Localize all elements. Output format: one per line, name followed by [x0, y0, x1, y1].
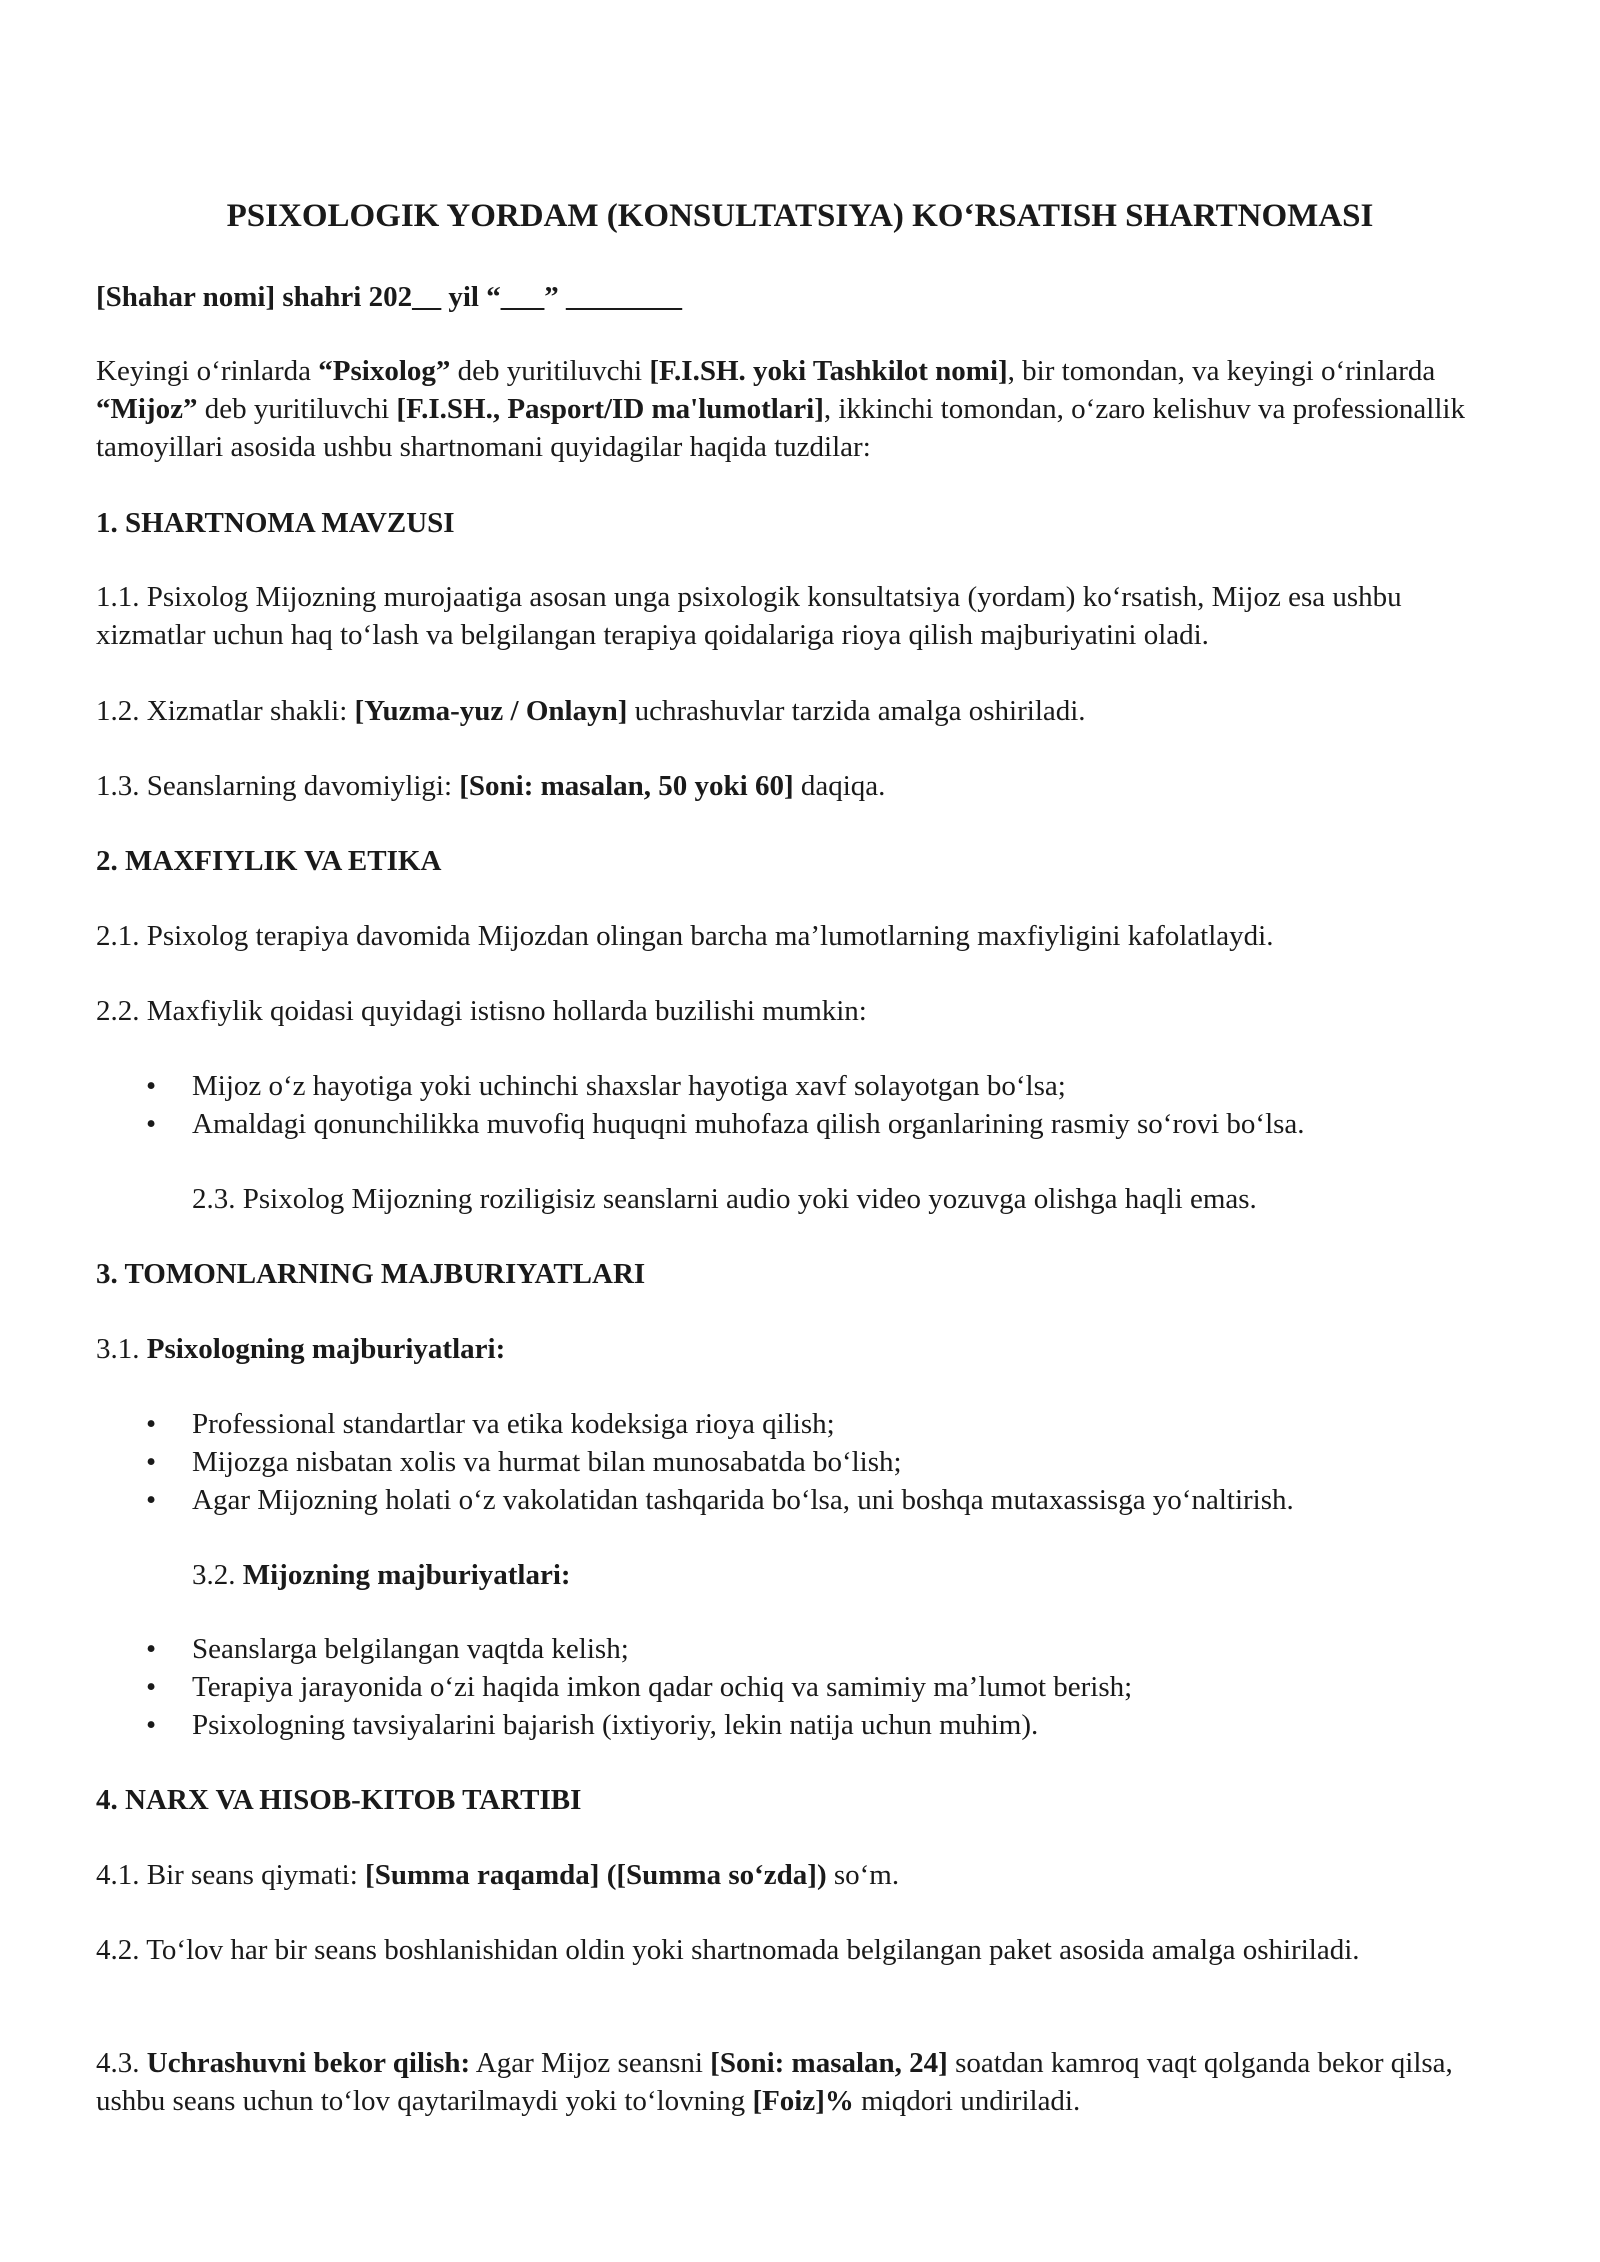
- clause-2-2: [96, 992, 1504, 1030]
- list-item: [96, 1405, 1504, 1443]
- text-run: 2.3. Psixolog Mijozning roziligisiz seanslarni audio yoki video yozuvga olishga haqli emas.: [192, 1183, 1257, 1215]
- bold-text-run: [F.I.SH. yoki Tashkilot nomi]: [649, 355, 1008, 387]
- text-run: 1.1. Psixolog Mijozning murojaatiga asosan unga psixologik konsultatsiya (yordam) ko‘rsatish, Mijoz esa ushbu xizmatlar uchun haq to‘lash va belgilangan terapiya qoidalariga rioya qilish majburiyatini oladi.: [96, 581, 1402, 651]
- text-run: deb yuritiluvchi: [450, 355, 650, 387]
- bullet-icon: •: [146, 1671, 157, 1703]
- bullet-icon: •: [146, 1633, 157, 1665]
- text-run: miqdori undiriladi.: [853, 2085, 1081, 2117]
- section-4-heading: 4. NARX VA HISOB-KITOB TARTIBI: [96, 1784, 582, 1816]
- list-item-text: Mijozga nisbatan xolis va hurmat bilan munosabatda bo‘lish;: [192, 1446, 902, 1478]
- clause-3-2: [192, 1556, 1504, 1594]
- list-item-text: Seanslarga belgilangan vaqtda kelish;: [192, 1633, 629, 1665]
- clause-1-1: [96, 578, 1504, 654]
- section-1-heading: 1. SHARTNOMA MAVZUSI: [96, 507, 455, 539]
- bullet-icon: •: [146, 1070, 157, 1102]
- clause-2-1: [96, 917, 1504, 955]
- text-run: so‘m.: [826, 1859, 900, 1891]
- psychologist-duties-list: [96, 1405, 1504, 1519]
- bold-text-run: [F.I.SH., Pasport/ID ma'lumotlari]: [396, 393, 824, 425]
- clause-1-3: [96, 767, 1504, 805]
- text-run: , ikkinchi tomondan, o‘zaro kelishuv va professionallik tamoyillari asosida ushbu shartnomani quyidagilar haqida tuzdilar:: [96, 393, 1465, 463]
- list-item-text: Agar Mijozning holati o‘z vakolatidan tashqarida bo‘lsa, uni boshqa mutaxassisga yo‘naltirish.: [192, 1484, 1294, 1516]
- clause-4-2: [96, 1931, 1504, 1969]
- list-item-text: Amaldagi qonunchilikka muvofiq huquqni muhofaza qilish organlarining rasmiy so‘rovi bo‘lsa.: [192, 1108, 1305, 1140]
- text-run: Keyingi o‘rinlarda: [96, 355, 319, 387]
- list-item: [96, 1706, 1504, 1744]
- bold-text-run: “Mijoz”: [96, 393, 198, 425]
- place-date-line: [Shahar nomi] shahri 202__ yil “___” ________: [96, 281, 682, 313]
- confidentiality-exceptions-list: [96, 1067, 1504, 1143]
- bold-text-run: Uchrashuvni bekor qilish:: [146, 2047, 471, 2079]
- list-item: [96, 1668, 1504, 1706]
- text-run: soatdan kamroq vaqt qolganda bekor qilsa, ushbu seans uchun to‘lov qaytarilmaydi yoki to‘lovning: [96, 2047, 1453, 2117]
- list-item: [96, 1481, 1504, 1519]
- list-item-text: Mijoz o‘z hayotiga yoki uchinchi shaxslar hayotiga xavf solayotgan bo‘lsa;: [192, 1070, 1066, 1102]
- bold-text-run: [Soni: masalan, 50 yoki 60]: [459, 770, 794, 802]
- text-run: daqiqa.: [793, 770, 886, 802]
- text-run: 4.2. To‘lov har bir seans boshlanishidan oldin yoki shartnomada belgilangan paket asosida amalga oshiriladi.: [96, 1934, 1360, 1966]
- bullet-icon: •: [146, 1709, 157, 1741]
- bullet-icon: •: [146, 1484, 157, 1516]
- text-run: 2.2. Maxfiylik qoidasi quyidagi istisno hollarda buzilishi mumkin:: [96, 995, 867, 1027]
- text-run: 3.2.: [192, 1559, 243, 1591]
- section-2-heading: 2. MAXFIYLIK VA ETIKA: [96, 845, 442, 877]
- clause-4-3: [96, 2044, 1504, 2120]
- clause-3-1: [96, 1330, 1504, 1368]
- list-item-text: Professional standartlar va etika kodeksiga rioya qilish;: [192, 1408, 835, 1440]
- bullet-icon: •: [146, 1446, 157, 1478]
- bold-text-run: Psixologning majburiyatlari:: [146, 1333, 506, 1365]
- bold-text-run: [Summa raqamda] ([Summa so‘zda]): [365, 1859, 827, 1891]
- list-item-text: Terapiya jarayonida o‘zi haqida imkon qadar ochiq va samimiy ma’lumot berish;: [192, 1671, 1133, 1703]
- document-title: PSIXOLOGIK YORDAM (KONSULTATSIYA) KO‘RSATISH SHARTNOMASI: [226, 198, 1374, 234]
- text-run: 4.3.: [96, 2047, 147, 2079]
- intro-paragraph: [96, 352, 1504, 466]
- bold-text-run: [Soni: masalan, 24]: [710, 2047, 948, 2079]
- section-3-heading: 3. TOMONLARNING MAJBURIYATLARI: [96, 1258, 646, 1290]
- bold-text-run: [Yuzma-yuz / Onlayn]: [354, 695, 628, 727]
- bullet-icon: •: [146, 1408, 157, 1440]
- text-run: 1.2. Xizmatlar shakli:: [96, 695, 355, 727]
- text-run: 2.1. Psixolog terapiya davomida Mijozdan olingan barcha ma’lumotlarning maxfiyligini kafolatlaydi.: [96, 920, 1274, 952]
- list-item: [96, 1630, 1504, 1668]
- list-item: [96, 1067, 1504, 1105]
- clause-2-3: [192, 1180, 1504, 1218]
- list-item: [96, 1443, 1504, 1481]
- bold-text-run: Mijozning majburiyatlari:: [242, 1559, 571, 1591]
- client-duties-list: [96, 1630, 1504, 1744]
- list-item: [96, 1105, 1504, 1143]
- bullet-icon: •: [146, 1108, 157, 1140]
- clause-1-2: [96, 692, 1504, 730]
- text-run: deb yuritiluvchi: [197, 393, 397, 425]
- list-item-text: Psixologning tavsiyalarini bajarish (ixtiyoriy, lekin natija uchun muhim).: [192, 1709, 1039, 1741]
- text-run: Agar Mijoz seansni: [470, 2047, 711, 2079]
- text-run: uchrashuvlar tarzida amalga oshiriladi.: [627, 695, 1086, 727]
- text-run: 4.1. Bir seans qiymati:: [96, 1859, 366, 1891]
- clause-4-1: [96, 1856, 1504, 1894]
- bold-text-run: “Psixolog”: [318, 355, 451, 387]
- text-run: 3.1.: [96, 1333, 147, 1365]
- text-run: , bir tomondan, va keyingi o‘rinlarda: [1007, 355, 1436, 387]
- text-run: 1.3. Seanslarning davomiyligi:: [96, 770, 460, 802]
- bold-text-run: [Foiz]%: [752, 2085, 854, 2117]
